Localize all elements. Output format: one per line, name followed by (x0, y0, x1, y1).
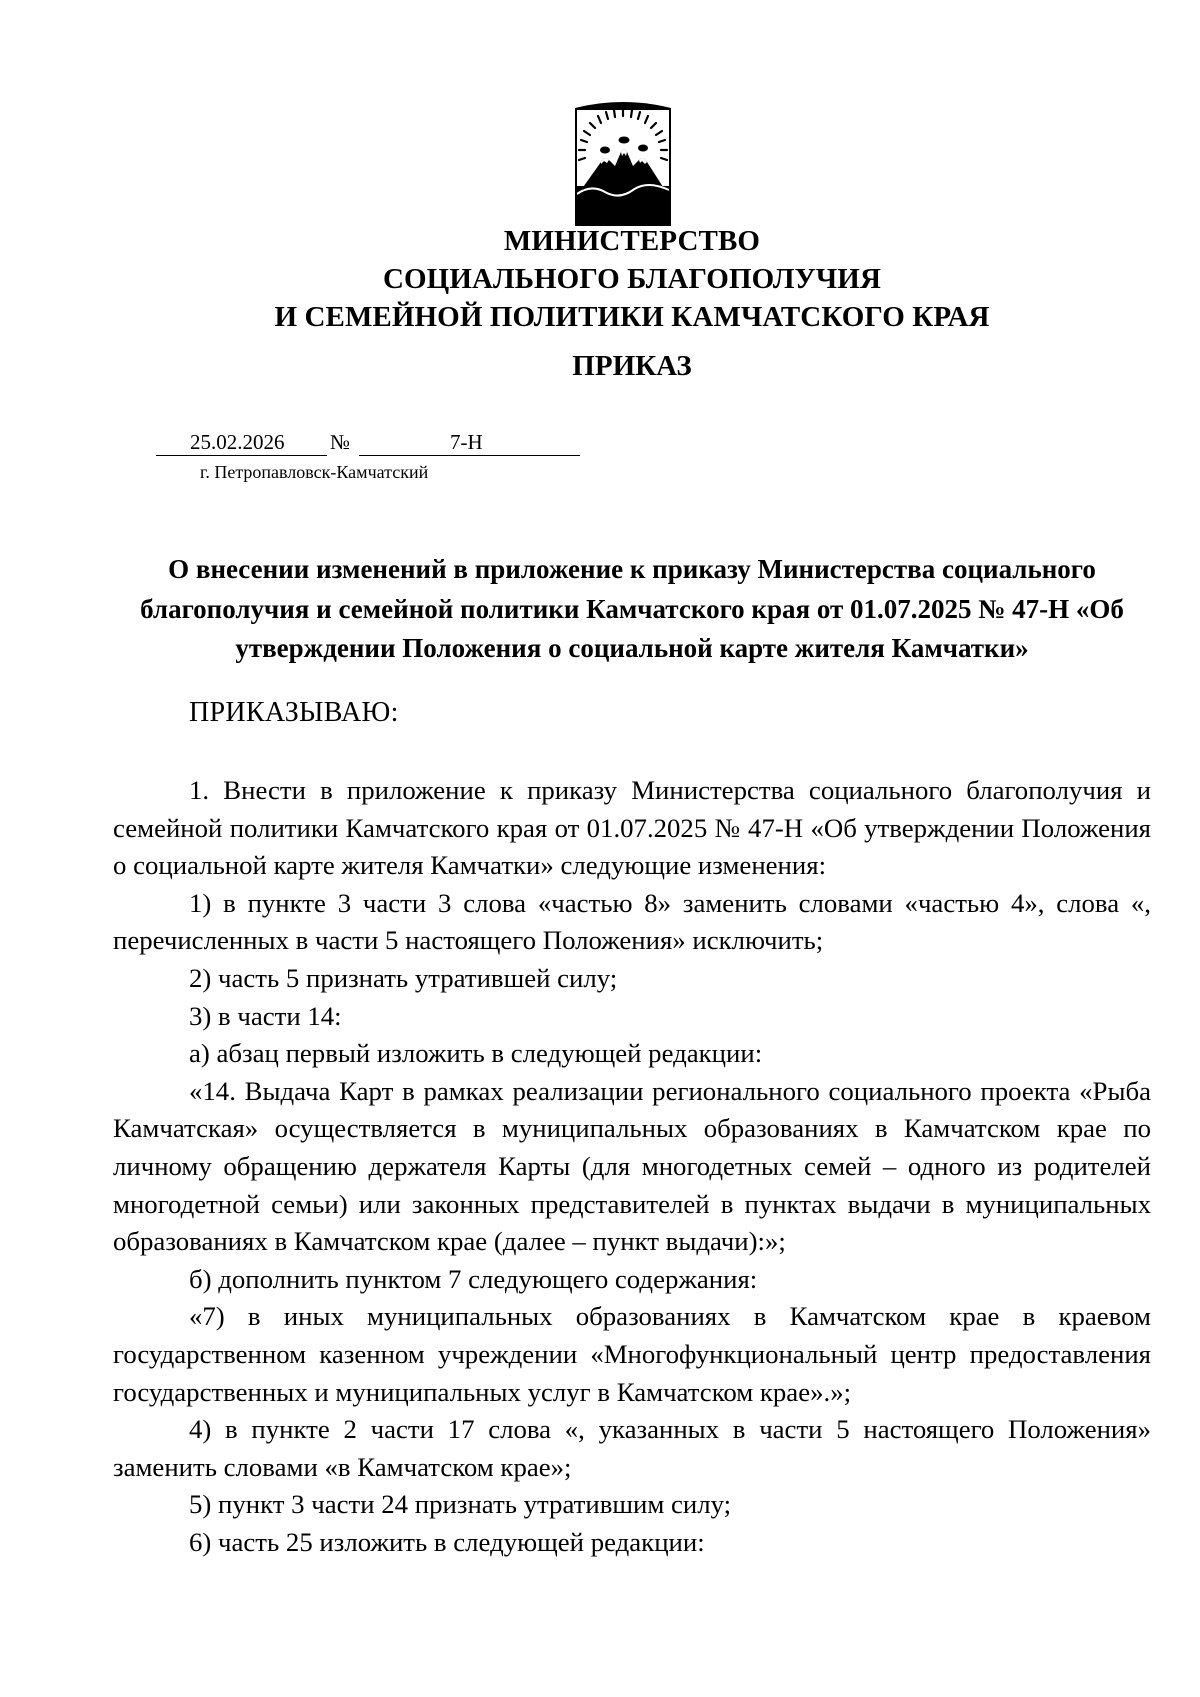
date-underline (156, 455, 327, 456)
document-type: ПРИКАЗ (572, 350, 692, 382)
ministry-line-3: И СЕМЕЙНОЙ ПОЛИТИКИ КАМЧАТСКОГО КРАЯ (274, 301, 990, 333)
ministry-name (0, 222, 1200, 336)
ministry-line-2: СОЦИАЛЬНОГО БЛАГОПОЛУЧИЯ (382, 263, 882, 295)
kamchatka-coat-of-arms-icon (571, 100, 675, 230)
paragraph: а) абзац первый изложить в следующей редакции: (189, 1038, 763, 1069)
number-sign: № (330, 430, 351, 454)
ministry-line-1: МИНИСТЕРСТВО (503, 225, 761, 257)
paragraph: 1) в пункте 3 части 3 слова «частью 8» заменить словами «частью 4», слова «, перечисленных в части 5 настоящего Положения» исключить; (113, 887, 1151, 956)
document-title: О внесении изменений в приложение к приказу Министерства социального благополучия и семейной политики Камчатского края от 01.07.2025 № 47-Н «Об утверждении Положения о социальной карте жителя Камчатки» (140, 554, 1124, 663)
paragraph: б) дополнить пунктом 7 следующего содержания: (189, 1263, 758, 1294)
paragraph: 5) пункт 3 части 24 признать утратившим силу; (189, 1489, 732, 1520)
paragraph: 3) в части 14: (189, 1000, 342, 1031)
document-date: 25.02.2026 (190, 430, 285, 454)
paragraph: 2) часть 5 признать утратившей силу; (189, 962, 618, 993)
number-underline (359, 455, 580, 456)
paragraph: «14. Выдача Карт в рамках реализации регионального социального проекта «Рыба Камчатская» осуществляется в муниципальных образованиях в Камчатском крае по личному обращению держателя Карты (для многодетных семей – одного из родителей многодетной семьи) или законных представителей в пунктах выдачи в муниципальных образованиях в Камчатском крае (далее – пункт выдачи):»; (113, 1075, 1151, 1257)
paragraph: 1. Внести в приложение к приказу Министерства социального благополучия и семейной политики Камчатского края от 01.07.2025 № 47-Н «Об утверждении Положения о социальной карте жителя Камчатки» следующие изменения: (113, 775, 1151, 881)
date-number-line (156, 430, 580, 456)
document-body (113, 772, 1151, 1561)
paragraph: 6) часть 25 изложить в следующей редакции: (189, 1526, 705, 1557)
city: г. Петропавловск-Камчатский (200, 462, 429, 482)
paragraph: «7) в иных муниципальных образованиях в Камчатском крае в краевом государственном казенном учреждении «Многофункциональный центр предоставления государственных и муниципальных услуг в Камчатском крае».»; (113, 1301, 1151, 1407)
document-number: 7-Н (450, 430, 483, 454)
paragraph: 4) в пункте 2 части 17 слова «, указанных в части 5 настоящего Положения» заменить словами «в Камчатском крае»; (113, 1414, 1151, 1482)
order-word: ПРИКАЗЫВАЮ: (189, 697, 399, 728)
